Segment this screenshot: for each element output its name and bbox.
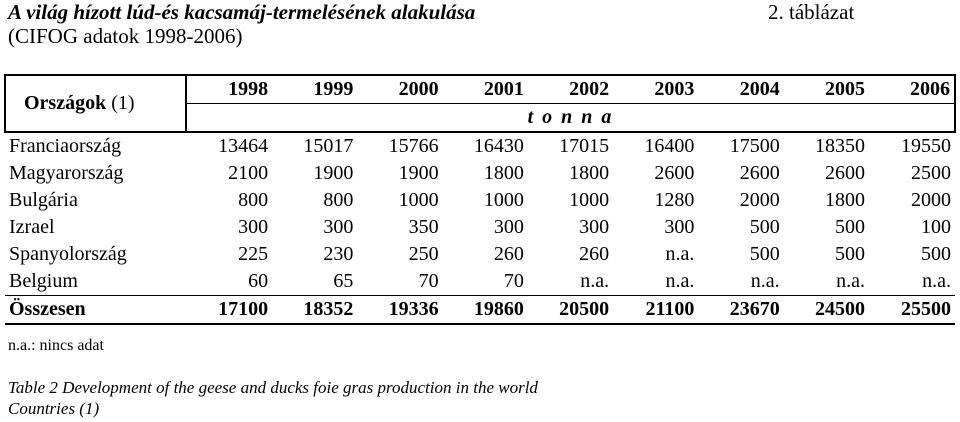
value-cell: 1900	[313, 162, 354, 184]
value-cell: 18352	[272, 296, 357, 325]
value-cell: 300	[323, 216, 354, 238]
country-cell: Izrael	[9, 216, 55, 238]
value-cell: 230	[323, 243, 354, 265]
value-cell: 500	[749, 216, 780, 238]
value-cell: n.a.	[665, 243, 695, 265]
table-row	[5, 160, 955, 187]
caption-line: Countries (1)	[8, 399, 100, 418]
total-label: Összesen	[5, 296, 186, 325]
value-cell: 2500	[911, 162, 951, 184]
table-number: 2. táblázat	[768, 0, 855, 24]
value-cell: 60	[248, 270, 269, 292]
value-cell: 260	[493, 243, 524, 265]
year-header: 2005	[784, 75, 869, 104]
table-row	[5, 187, 955, 214]
country-column-header	[5, 75, 186, 132]
year-header: 2006	[869, 75, 955, 104]
year-header: 2003	[613, 75, 698, 104]
value-cell: 2600	[824, 162, 865, 184]
value-cell: 350	[408, 216, 439, 238]
value-cell: 70	[503, 270, 524, 292]
value-cell: n.a.	[836, 270, 865, 292]
value-cell: 18350	[814, 135, 865, 157]
value-cell: 1000	[483, 189, 524, 211]
value-cell: 21100	[613, 296, 698, 325]
value-cell: 800	[238, 189, 269, 211]
value-cell: 2000	[739, 189, 780, 211]
value-cell: 70	[418, 270, 439, 292]
country-header-note: (1)	[106, 92, 135, 114]
country-header-label: Országok	[24, 92, 107, 114]
country-cell: Magyarország	[9, 162, 124, 184]
value-cell: 17015	[559, 135, 610, 157]
year-header: 1998	[186, 75, 272, 104]
value-cell: n.a.	[922, 270, 951, 292]
subtitle: (CIFOG adatok 1998-2006)	[8, 24, 243, 48]
value-cell: 500	[834, 243, 865, 265]
value-cell: n.a.	[580, 270, 610, 292]
country-cell: Belgium	[9, 270, 78, 292]
value-cell: n.a.	[750, 270, 780, 292]
value-cell: 1800	[569, 162, 610, 184]
value-cell: 300	[238, 216, 269, 238]
value-cell: 500	[749, 243, 780, 265]
production-table	[4, 74, 956, 325]
country-cell: Spanyolország	[9, 243, 127, 265]
value-cell: 2000	[911, 189, 951, 211]
value-cell: 2600	[654, 162, 695, 184]
year-header: 2000	[357, 75, 442, 104]
value-cell: 100	[921, 216, 951, 238]
value-cell: 500	[921, 243, 951, 265]
value-cell: 16430	[473, 135, 524, 157]
value-cell: 15766	[388, 135, 439, 157]
value-cell: 225	[238, 243, 269, 265]
country-cell: Bulgária	[9, 189, 78, 211]
table-row	[5, 132, 955, 160]
footnote: n.a.: nincs adat	[8, 337, 104, 354]
value-cell: 17500	[729, 135, 780, 157]
table-row	[5, 241, 955, 268]
year-header: 2001	[443, 75, 528, 104]
value-cell: 1900	[398, 162, 439, 184]
value-cell: 1800	[824, 189, 865, 211]
value-cell: 25500	[869, 296, 955, 325]
table-row	[5, 268, 955, 296]
value-cell: 19860	[443, 296, 528, 325]
value-cell: 24500	[784, 296, 869, 325]
unit-label: t o n n a	[186, 104, 955, 133]
value-cell: 13464	[218, 135, 269, 157]
value-cell: 19550	[901, 135, 951, 157]
value-cell: 2600	[739, 162, 780, 184]
value-cell: 1000	[569, 189, 610, 211]
value-cell: 20500	[528, 296, 613, 325]
total-row	[5, 296, 955, 325]
value-cell: 260	[579, 243, 610, 265]
value-cell: 65	[333, 270, 354, 292]
value-cell: 300	[493, 216, 524, 238]
year-header: 2004	[698, 75, 783, 104]
header-row-years	[5, 75, 955, 104]
value-cell: 19336	[357, 296, 442, 325]
value-cell: 16400	[644, 135, 695, 157]
value-cell: 15017	[303, 135, 354, 157]
page-title: A világ hízott lúd-és kacsamáj-termelésének alakulása	[8, 0, 476, 24]
table-row	[5, 214, 955, 241]
value-cell: 1000	[398, 189, 439, 211]
value-cell: 2100	[228, 162, 269, 184]
value-cell: 250	[408, 243, 439, 265]
caption-line: Table 2 Development of the geese and ducks foie gras production in the world	[8, 378, 538, 397]
value-cell: 300	[664, 216, 695, 238]
value-cell: 800	[323, 189, 354, 211]
value-cell: 1280	[654, 189, 695, 211]
value-cell: n.a.	[665, 270, 695, 292]
value-cell: 17100	[186, 296, 272, 325]
english-caption	[8, 377, 538, 419]
value-cell: 1800	[483, 162, 524, 184]
year-header: 1999	[272, 75, 357, 104]
country-cell: Franciaország	[9, 135, 122, 157]
year-header: 2002	[528, 75, 613, 104]
value-cell: 300	[579, 216, 610, 238]
value-cell: 23670	[698, 296, 783, 325]
value-cell: 500	[834, 216, 865, 238]
